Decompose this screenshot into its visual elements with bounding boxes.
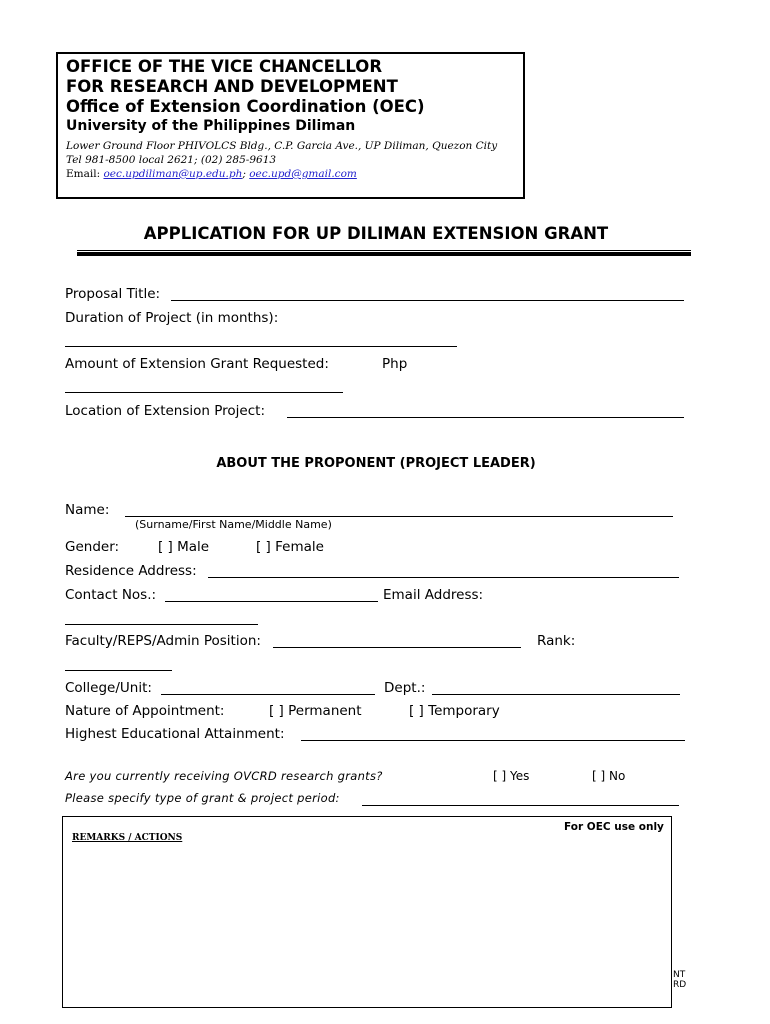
position-line[interactable]: [273, 647, 521, 648]
title-rule-thin: [77, 250, 691, 251]
form-title: APPLICATION FOR UP DILIMAN EXTENSION GRANT: [143, 224, 609, 243]
header-email-separator: ;: [242, 168, 250, 180]
email-label: Email Address:: [383, 587, 484, 603]
gender-label: Gender:: [65, 539, 120, 555]
rank-line[interactable]: [65, 670, 172, 671]
dept-label: Dept.:: [384, 680, 426, 696]
location-line[interactable]: [287, 417, 684, 418]
header-office-subtitle: FOR RESEARCH AND DEVELOPMENT: [66, 77, 398, 96]
rank-label: Rank:: [537, 633, 576, 649]
name-label: Name:: [65, 502, 110, 518]
office-use-box: [62, 816, 672, 1008]
contact-line[interactable]: [165, 601, 378, 602]
name-line[interactable]: [125, 516, 673, 517]
cut-off-text-1: NT: [673, 970, 686, 980]
header-office-title: OFFICE OF THE VICE CHANCELLOR: [66, 57, 383, 76]
contact-label: Contact Nos.:: [65, 587, 157, 603]
appointment-temporary-checkbox[interactable]: [ ] Temporary: [409, 703, 500, 719]
duration-label: Duration of Project (in months):: [65, 310, 279, 326]
proposal-title-line[interactable]: [171, 300, 684, 301]
header-email-line: [66, 167, 357, 181]
grant-specify-line[interactable]: [362, 805, 679, 806]
location-label: Location of Extension Project:: [65, 403, 265, 419]
header-email-link-2[interactable]: oec.upd@gmail.com: [249, 168, 357, 180]
college-line[interactable]: [161, 694, 375, 695]
dept-line[interactable]: [432, 694, 680, 695]
gender-female-checkbox[interactable]: [ ] Female: [256, 539, 324, 555]
name-hint: (Surname/First Name/Middle Name): [135, 518, 332, 531]
header-oec-name: Office of Extension Coordination (OEC): [66, 97, 425, 116]
grant-question: Are you currently receiving OVCRD research grants?: [65, 769, 383, 783]
gender-male-checkbox[interactable]: [ ] Male: [158, 539, 210, 555]
amount-line[interactable]: [65, 392, 343, 393]
residence-line[interactable]: [208, 577, 679, 578]
title-rule-thick: [77, 252, 691, 256]
header-email-link-1[interactable]: oec.updiliman@up.edu.ph: [103, 168, 243, 180]
currency-label: Php: [382, 356, 408, 372]
grant-specify-label: Please specify type of grant & project period:: [65, 791, 340, 805]
office-use-label: For OEC use only: [564, 821, 664, 833]
residence-label: Residence Address:: [65, 563, 197, 579]
remarks-actions-label: REMARKS / ACTIONS: [72, 833, 183, 843]
college-label: College/Unit:: [65, 680, 152, 696]
grant-no-checkbox[interactable]: [ ] No: [592, 769, 626, 783]
header-university: University of the Philippines Diliman: [66, 118, 356, 134]
proposal-title-label: Proposal Title:: [65, 286, 161, 302]
grant-yes-checkbox[interactable]: [ ] Yes: [493, 769, 530, 783]
amount-label: Amount of Extension Grant Requested:: [65, 356, 329, 372]
cut-off-text-2: RD: [673, 980, 687, 990]
position-label: Faculty/REPS/Admin Position:: [65, 633, 261, 649]
header-email-label: Email:: [66, 168, 104, 180]
email-line[interactable]: [65, 624, 258, 625]
proponent-section-title: ABOUT THE PROPONENT (PROJECT LEADER): [216, 456, 536, 471]
header-tel: Tel 981-8500 local 2621; (02) 285-9613: [66, 154, 277, 166]
appointment-label: Nature of Appointment:: [65, 703, 225, 719]
appointment-permanent-checkbox[interactable]: [ ] Permanent: [269, 703, 362, 719]
duration-line[interactable]: [65, 346, 457, 347]
header-address: Lower Ground Floor PHIVOLCS Bldg., C.P. Garcia Ave., UP Diliman, Quezon City: [66, 140, 498, 152]
education-line[interactable]: [301, 740, 685, 741]
education-label: Highest Educational Attainment:: [65, 726, 285, 742]
